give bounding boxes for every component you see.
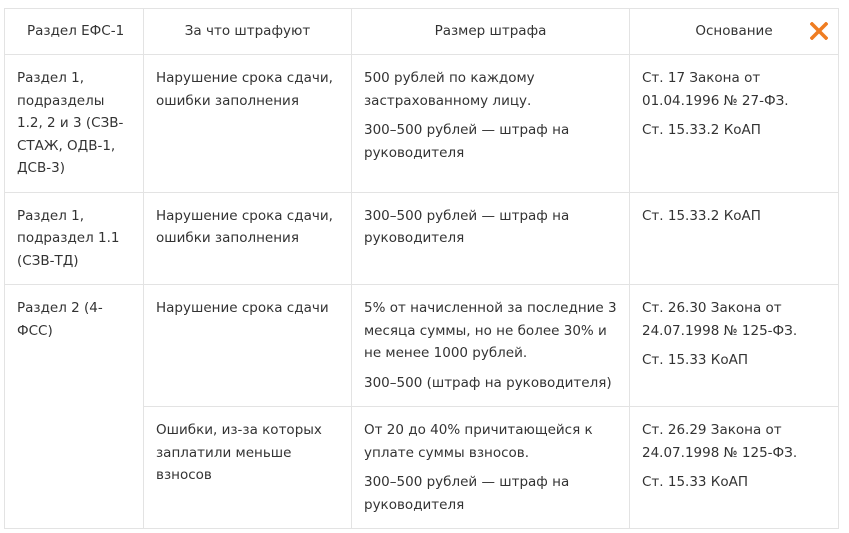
table-row <box>5 55 839 193</box>
cell-basis: Ст. 15.33.2 КоАП <box>630 192 839 285</box>
cell-violation: Ошибки, из-за которых заплатили меньше взносов <box>144 407 352 529</box>
cell-basis: Ст. 26.30 Закона от 24.07.1998 № 125-ФЗ. Ст. 15.33 КоАП <box>630 285 839 407</box>
cell-section: Раздел 2 (4-ФСС) <box>5 285 144 529</box>
table-header-row <box>5 9 839 55</box>
cell-fine: 500 рублей по каждому застрахованному лицу. 300–500 рублей — штраф на руководителя <box>352 55 630 193</box>
header-section: Раздел ЕФС-1 <box>5 9 144 55</box>
cell-fine: 300–500 рублей — штраф на руководителя <box>352 192 630 285</box>
cell-basis: Ст. 26.29 Закона от 24.07.1998 № 125-ФЗ. Ст. 15.33 КоАП <box>630 407 839 529</box>
cell-section: Раздел 1, подразделы 1.2, 2 и 3 (СЗВ-СТАЖ, ОДВ-1, ДСВ-3) <box>5 55 144 193</box>
header-fine: Размер штрафа <box>352 9 630 55</box>
fines-table <box>4 8 839 529</box>
cell-violation: Нарушение срока сдачи <box>144 285 352 407</box>
cell-section: Раздел 1, подраздел 1.1 (СЗВ-ТД) <box>5 192 144 285</box>
cell-basis: Ст. 17 Закона от 01.04.1996 № 27-ФЗ. Ст. 15.33.2 КоАП <box>630 55 839 193</box>
cell-fine: От 20 до 40% причитающейся к уплате суммы взносов. 300–500 рублей — штраф на руководителя <box>352 407 630 529</box>
cell-violation: Нарушение срока сдачи, ошибки заполнения <box>144 192 352 285</box>
header-basis <box>630 9 839 55</box>
cell-fine: 5% от начисленной за последние 3 месяца суммы, но не более 30% и не менее 1000 рублей. 300–500 (штраф на руководителя) <box>352 285 630 407</box>
table-row <box>5 285 839 407</box>
close-icon[interactable] <box>810 22 828 40</box>
header-basis-label: Основание <box>695 23 773 40</box>
cell-violation: Нарушение срока сдачи, ошибки заполнения <box>144 55 352 193</box>
table-row <box>5 192 839 285</box>
header-violation: За что штрафуют <box>144 9 352 55</box>
